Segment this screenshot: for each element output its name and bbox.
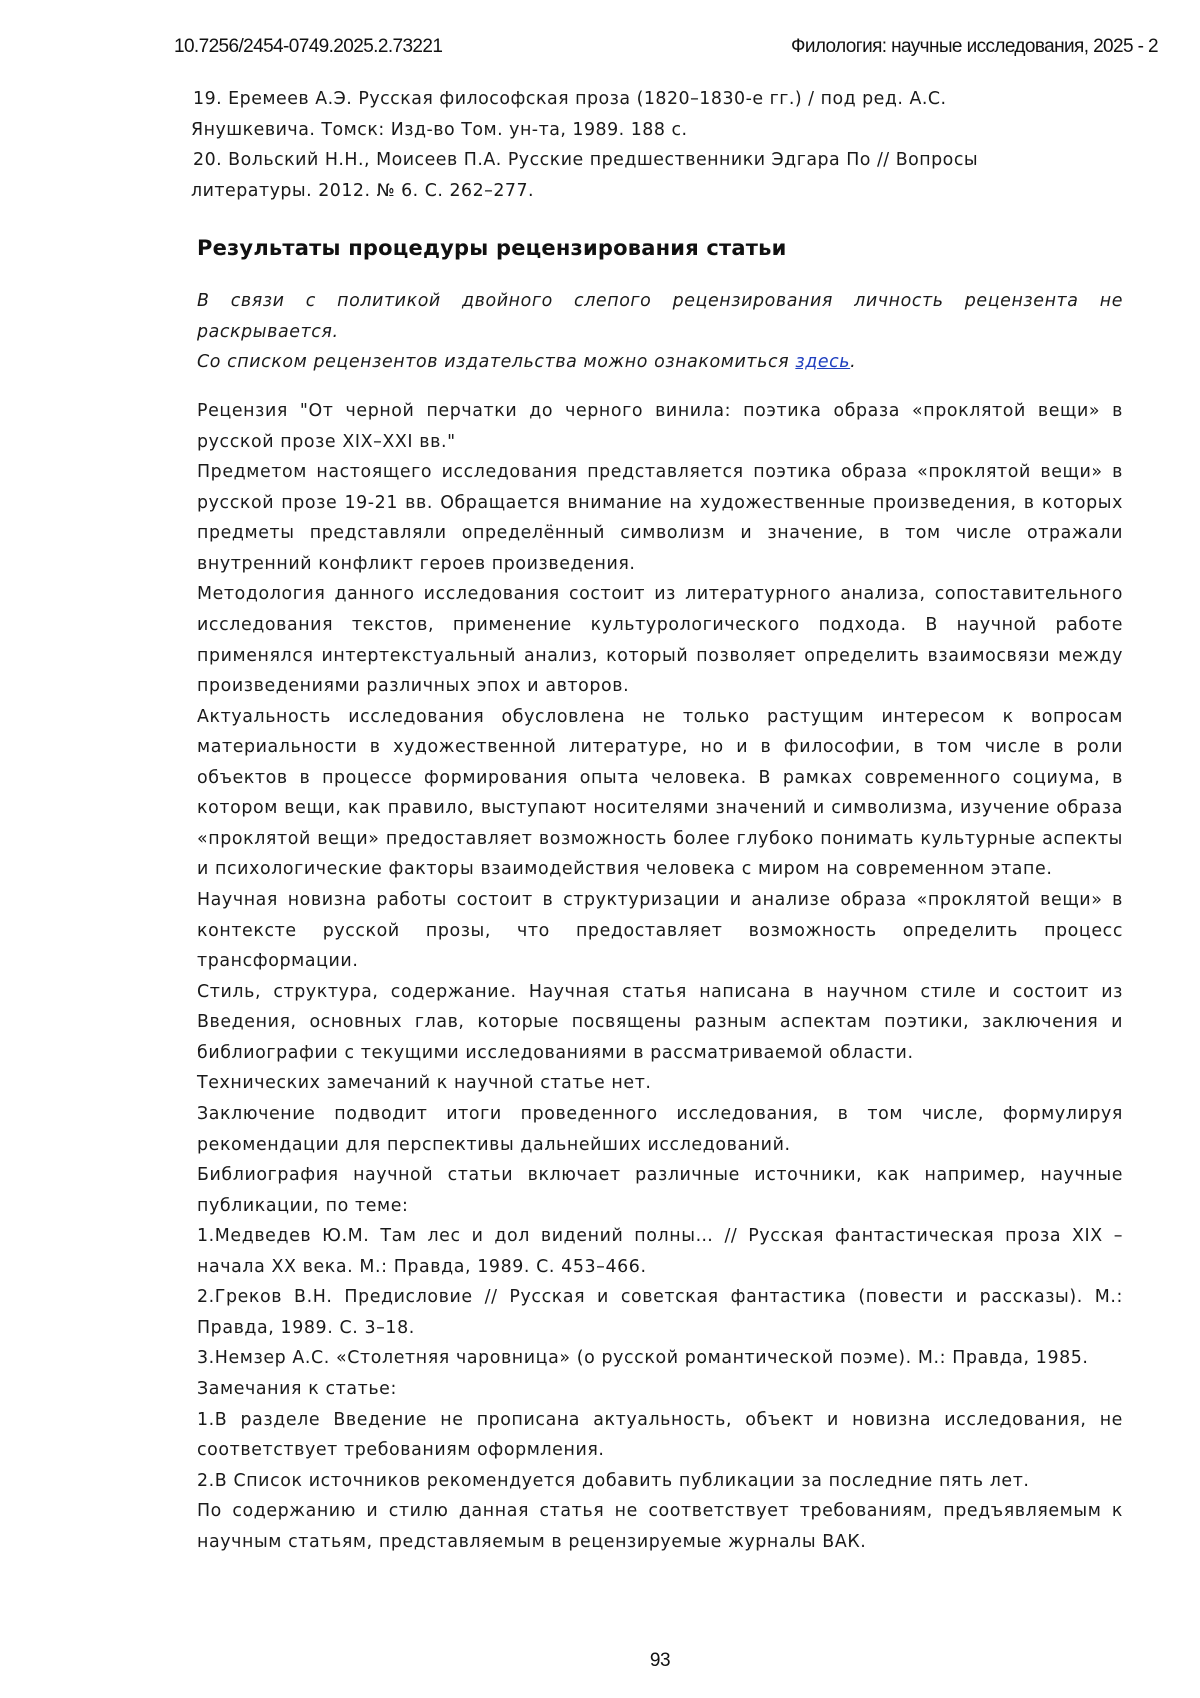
review-paragraph: Рецензия "От черной перчатки до черного винила: поэтика образа «проклятой вещи» в русской прозе XIX–XXI вв."	[197, 396, 1123, 457]
review-paragraph: Методология данного исследования состоит из литературного анализа, сопоставительного исследования текстов, применение культурологического подхода. В научной работе применялся интертекстуальный анализ, который позволяет определить взаимосвязи между произведениями различных эпох и авторов.	[197, 579, 1123, 701]
doi-label: 10.7256/2454-0749.2025.2.73221	[174, 36, 442, 58]
blind-review-note: В связи с политикой двойного слепого рецензирования личность рецензента не раскрывается.	[197, 286, 1123, 347]
journal-label: Филология: научные исследования, 2025 - 2	[791, 36, 1158, 58]
review-paragraph: 2.Греков В.Н. Предисловие // Русская и советская фантастика (повести и рассказы). М.: Правда, 1989. С. 3–18.	[197, 1282, 1123, 1343]
reviewer-list-period: .	[850, 352, 856, 372]
review-paragraph: Актуальность исследования обусловлена не только растущим интересом к вопросам материальности в художественной литературе, но и в философии, в том числе в роли объектов в процессе формирования опыта человека. В рамках современного социума, в котором вещи, как правило, выступают носителями значений и символизма, изучение образа «проклятой вещи» предоставляет возможность более глубоко понимать культурные аспекты и психологические факторы взаимодействия человека с миром на современном этапе.	[197, 702, 1123, 885]
review-paragraph: Научная новизна работы состоит в структуризации и анализе образа «проклятой вещи» в контексте русской прозы, что предоставляет возможность определить процесс трансформации.	[197, 885, 1123, 977]
review-intro	[197, 286, 1123, 378]
review-paragraph: 3.Немзер А.С. «Столетняя чаровница» (о русской романтической поэме). М.: Правда, 1985.	[197, 1343, 1123, 1374]
reviewer-list-link[interactable]: здесь	[795, 352, 850, 372]
review-paragraph: По содержанию и стилю данная статья не соответствует требованиям, предъявляемым к научным статьям, представляемым в рецензируемые журналы ВАК.	[197, 1496, 1123, 1557]
review-paragraph: 1.Медведев Ю.М. Там лес и дол видений полны… // Русская фантастическая проза XIX – начала XX века. М.: Правда, 1989. С. 453–466.	[197, 1221, 1123, 1282]
review-paragraph: Заключение подводит итоги проведенного исследования, в том числе, формулируя рекомендации для перспективы дальнейших исследований.	[197, 1099, 1123, 1160]
page-header	[174, 36, 1158, 58]
review-paragraph: 1.В разделе Введение не прописана актуальность, объект и новизна исследования, не соответствует требованиям оформления.	[197, 1405, 1123, 1466]
reference-line: литературы. 2012. № 6. С. 262–277.	[191, 176, 1073, 207]
review-paragraph: Библиография научной статьи включает различные источники, как например, научные публикации, по теме:	[197, 1160, 1123, 1221]
review-paragraph: Предметом настоящего исследования представляется поэтика образа «проклятой вещи» в русской прозе 19-21 вв. Обращается внимание на художественные произведения, в которых предметы представляли определённый символизм и значение, в том числе отражали внутренний конфликт героев произведения.	[197, 457, 1123, 579]
review-paragraph: Замечания к статье:	[197, 1374, 1123, 1405]
reviewer-list-note	[197, 347, 1123, 378]
reference-line: 20. Вольский Н.Н., Моисеев П.А. Русские предшественники Эдгара По // Вопросы	[193, 145, 1073, 176]
page-number: 93	[0, 1650, 1200, 1672]
reference-line: 19. Еремеев А.Э. Русская философская проза (1820–1830-е гг.) / под ред. А.С.	[193, 84, 1073, 115]
review-paragraph: 2.В Список источников рекомендуется добавить публикации за последние пять лет.	[197, 1466, 1123, 1497]
section-title: Результаты процедуры рецензирования статьи	[197, 236, 787, 260]
reviewer-list-text: Со списком рецензентов издательства можно ознакомиться	[197, 352, 795, 372]
review-paragraph: Стиль, структура, содержание. Научная статья написана в научном стиле и состоит из Введения, основных глав, которые посвящены разным аспектам поэтики, заключения и библиографии с текущими исследованиями в рассматриваемой области.	[197, 977, 1123, 1069]
review-body	[197, 396, 1123, 1557]
reference-line: Янушкевича. Томск: Изд-во Том. ун-та, 1989. 188 с.	[191, 115, 1073, 146]
review-paragraph: Технических замечаний к научной статье нет.	[197, 1068, 1123, 1099]
reference-list	[193, 84, 1073, 206]
